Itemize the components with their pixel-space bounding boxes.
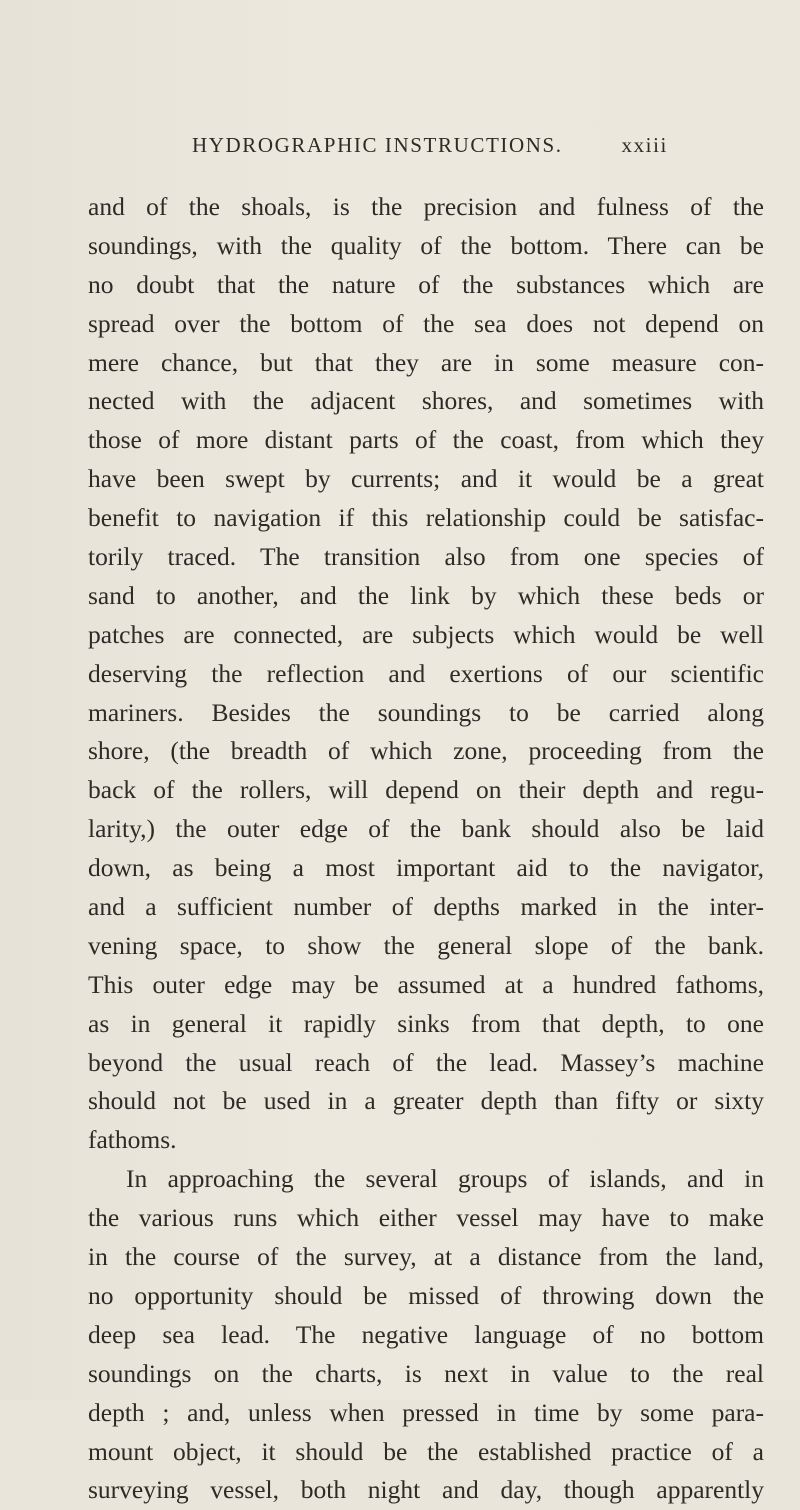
running-head-title: HYDROGRAPHIC INSTRUCTIONS. — [192, 133, 563, 157]
text-line: no doubt that the nature of the substances which are — [88, 269, 764, 299]
text-line: deep sea lead. The negative language of no bottom — [88, 1319, 764, 1349]
body-text — [88, 188, 764, 1510]
text-line: and of the shoals, is the precision and fulness of the — [88, 192, 764, 221]
text-line: back of the rollers, will depend on their depth and regu- — [88, 775, 764, 805]
text-line: mount object, it should be the established practice of a — [88, 1436, 764, 1466]
text-line: no opportunity should be missed of throwing down the — [88, 1280, 764, 1310]
text-line: down, as being a most important aid to the navigator, — [88, 853, 764, 883]
text-line: benefit to navigation if this relationship could be satisfac- — [88, 503, 764, 533]
text-line: deserving the reflection and exertions of our scientific — [88, 658, 764, 688]
text-line: soundings on the charts, is next in value to the real — [88, 1358, 764, 1388]
text-line: larity,) the outer edge of the bank should also be laid — [88, 814, 764, 844]
text-line: the various runs which either vessel may have to make — [88, 1203, 764, 1233]
text-line: should not be used in a greater depth than fifty or sixty — [88, 1086, 764, 1116]
text-line: as in general it rapidly sinks from that depth, to one — [88, 1008, 764, 1038]
text-line: have been swept by currents; and it would be a great — [88, 464, 764, 494]
text-line: shore, (the breadth of which zone, proceeding from the — [88, 736, 764, 766]
text-line: depth ; and, unless when pressed in time by some para- — [88, 1397, 764, 1427]
text-line: those of more distant parts of the coast, from which they — [88, 425, 764, 455]
paragraph-end-line: fathoms. — [88, 1125, 177, 1155]
text-line: spread over the bottom of the sea does not depend on — [88, 308, 764, 338]
text-line: and a sufficient number of depths marked in the inter- — [88, 892, 764, 922]
text-line: nected with the adjacent shores, and sometimes with — [88, 386, 764, 416]
text-line: torily traced. The transition also from one species of — [88, 542, 764, 572]
text-line: mariners. Besides the soundings to be carried along — [88, 697, 764, 727]
text-line: soundings, with the quality of the bottom. There can be — [88, 230, 764, 260]
text-line: beyond the usual reach of the lead. Massey’s machine — [88, 1047, 764, 1077]
page-number: xxiii — [621, 133, 668, 157]
text-line: This outer edge may be assumed at a hundred fathoms, — [88, 969, 764, 999]
text-line: surveying vessel, both night and day, though apparently — [88, 1475, 764, 1505]
text-line: sand to another, and the link by which these beds or — [88, 580, 764, 610]
text-line: in the course of the survey, at a distance from the land, — [88, 1242, 764, 1272]
text-line: mere chance, but that they are in some measure con- — [88, 347, 764, 377]
text-line: vening space, to show the general slope of the bank. — [88, 930, 764, 960]
running-head — [192, 133, 668, 163]
paragraph-start-line: In approaching the several groups of islands, and in — [126, 1164, 764, 1194]
text-line: patches are connected, are subjects which would be well — [88, 619, 764, 649]
